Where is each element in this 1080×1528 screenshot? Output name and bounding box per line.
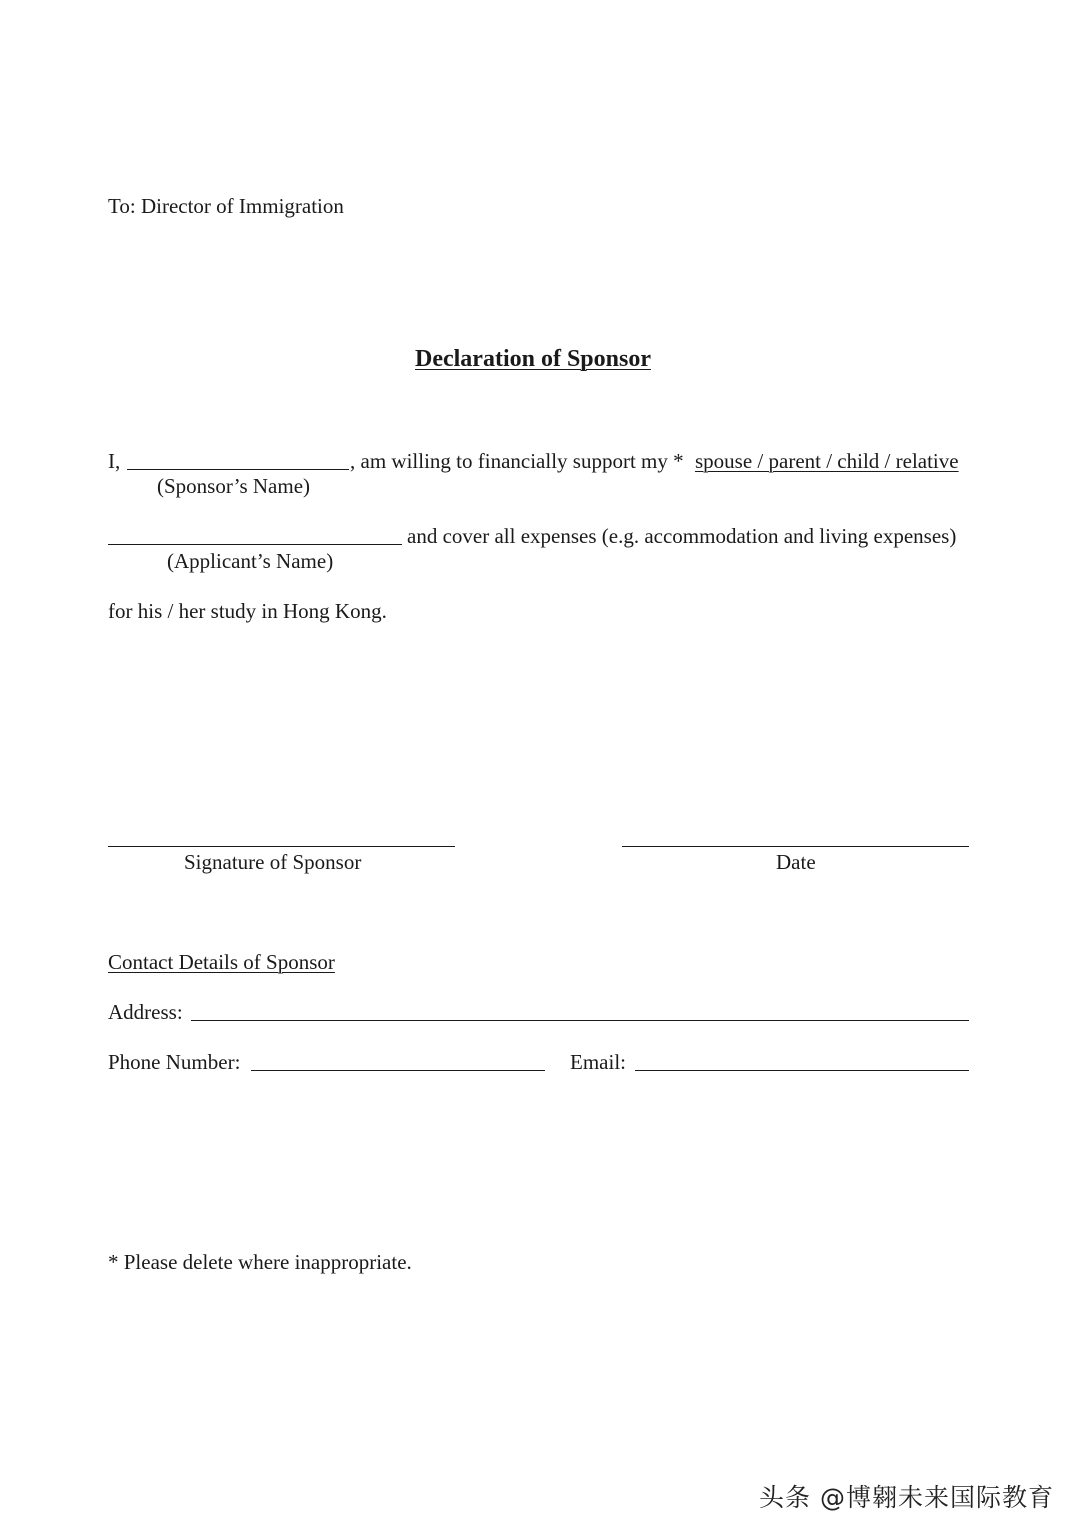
phone-blank[interactable] bbox=[251, 1070, 545, 1071]
email-blank[interactable] bbox=[635, 1070, 969, 1071]
sponsor-name-caption: (Sponsor’s Name) bbox=[157, 474, 311, 498]
footnote: * Please delete where inappropriate. bbox=[108, 1250, 412, 1274]
watermark: 头条 @博翱未来国际教育 bbox=[759, 1483, 1054, 1512]
recipient-line: To: Director of Immigration bbox=[108, 194, 344, 218]
applicant-name-blank[interactable] bbox=[108, 544, 402, 545]
signature-blank[interactable] bbox=[108, 846, 455, 847]
phone-label: Phone Number: bbox=[108, 1050, 241, 1074]
applicant-name-caption: (Applicant’s Name) bbox=[167, 549, 334, 573]
declaration-middle: , am willing to financially support my * bbox=[350, 449, 684, 473]
address-label: Address: bbox=[108, 1000, 183, 1024]
cover-expenses-text: and cover all expenses (e.g. accommodation and living expenses) bbox=[407, 524, 957, 548]
document-title: Declaration of Sponsor bbox=[415, 346, 651, 372]
closing-line: for his / her study in Hong Kong. bbox=[108, 599, 387, 623]
declaration-prefix: I, bbox=[108, 449, 121, 473]
email-label: Email: bbox=[570, 1050, 626, 1074]
relation-options: spouse / parent / child / relative bbox=[695, 449, 959, 473]
contact-heading: Contact Details of Sponsor bbox=[108, 950, 335, 974]
address-blank[interactable] bbox=[191, 1020, 969, 1021]
date-blank[interactable] bbox=[622, 846, 969, 847]
signature-label: Signature of Sponsor bbox=[184, 850, 362, 874]
date-label: Date bbox=[776, 850, 816, 874]
sponsor-name-blank[interactable] bbox=[127, 469, 349, 470]
